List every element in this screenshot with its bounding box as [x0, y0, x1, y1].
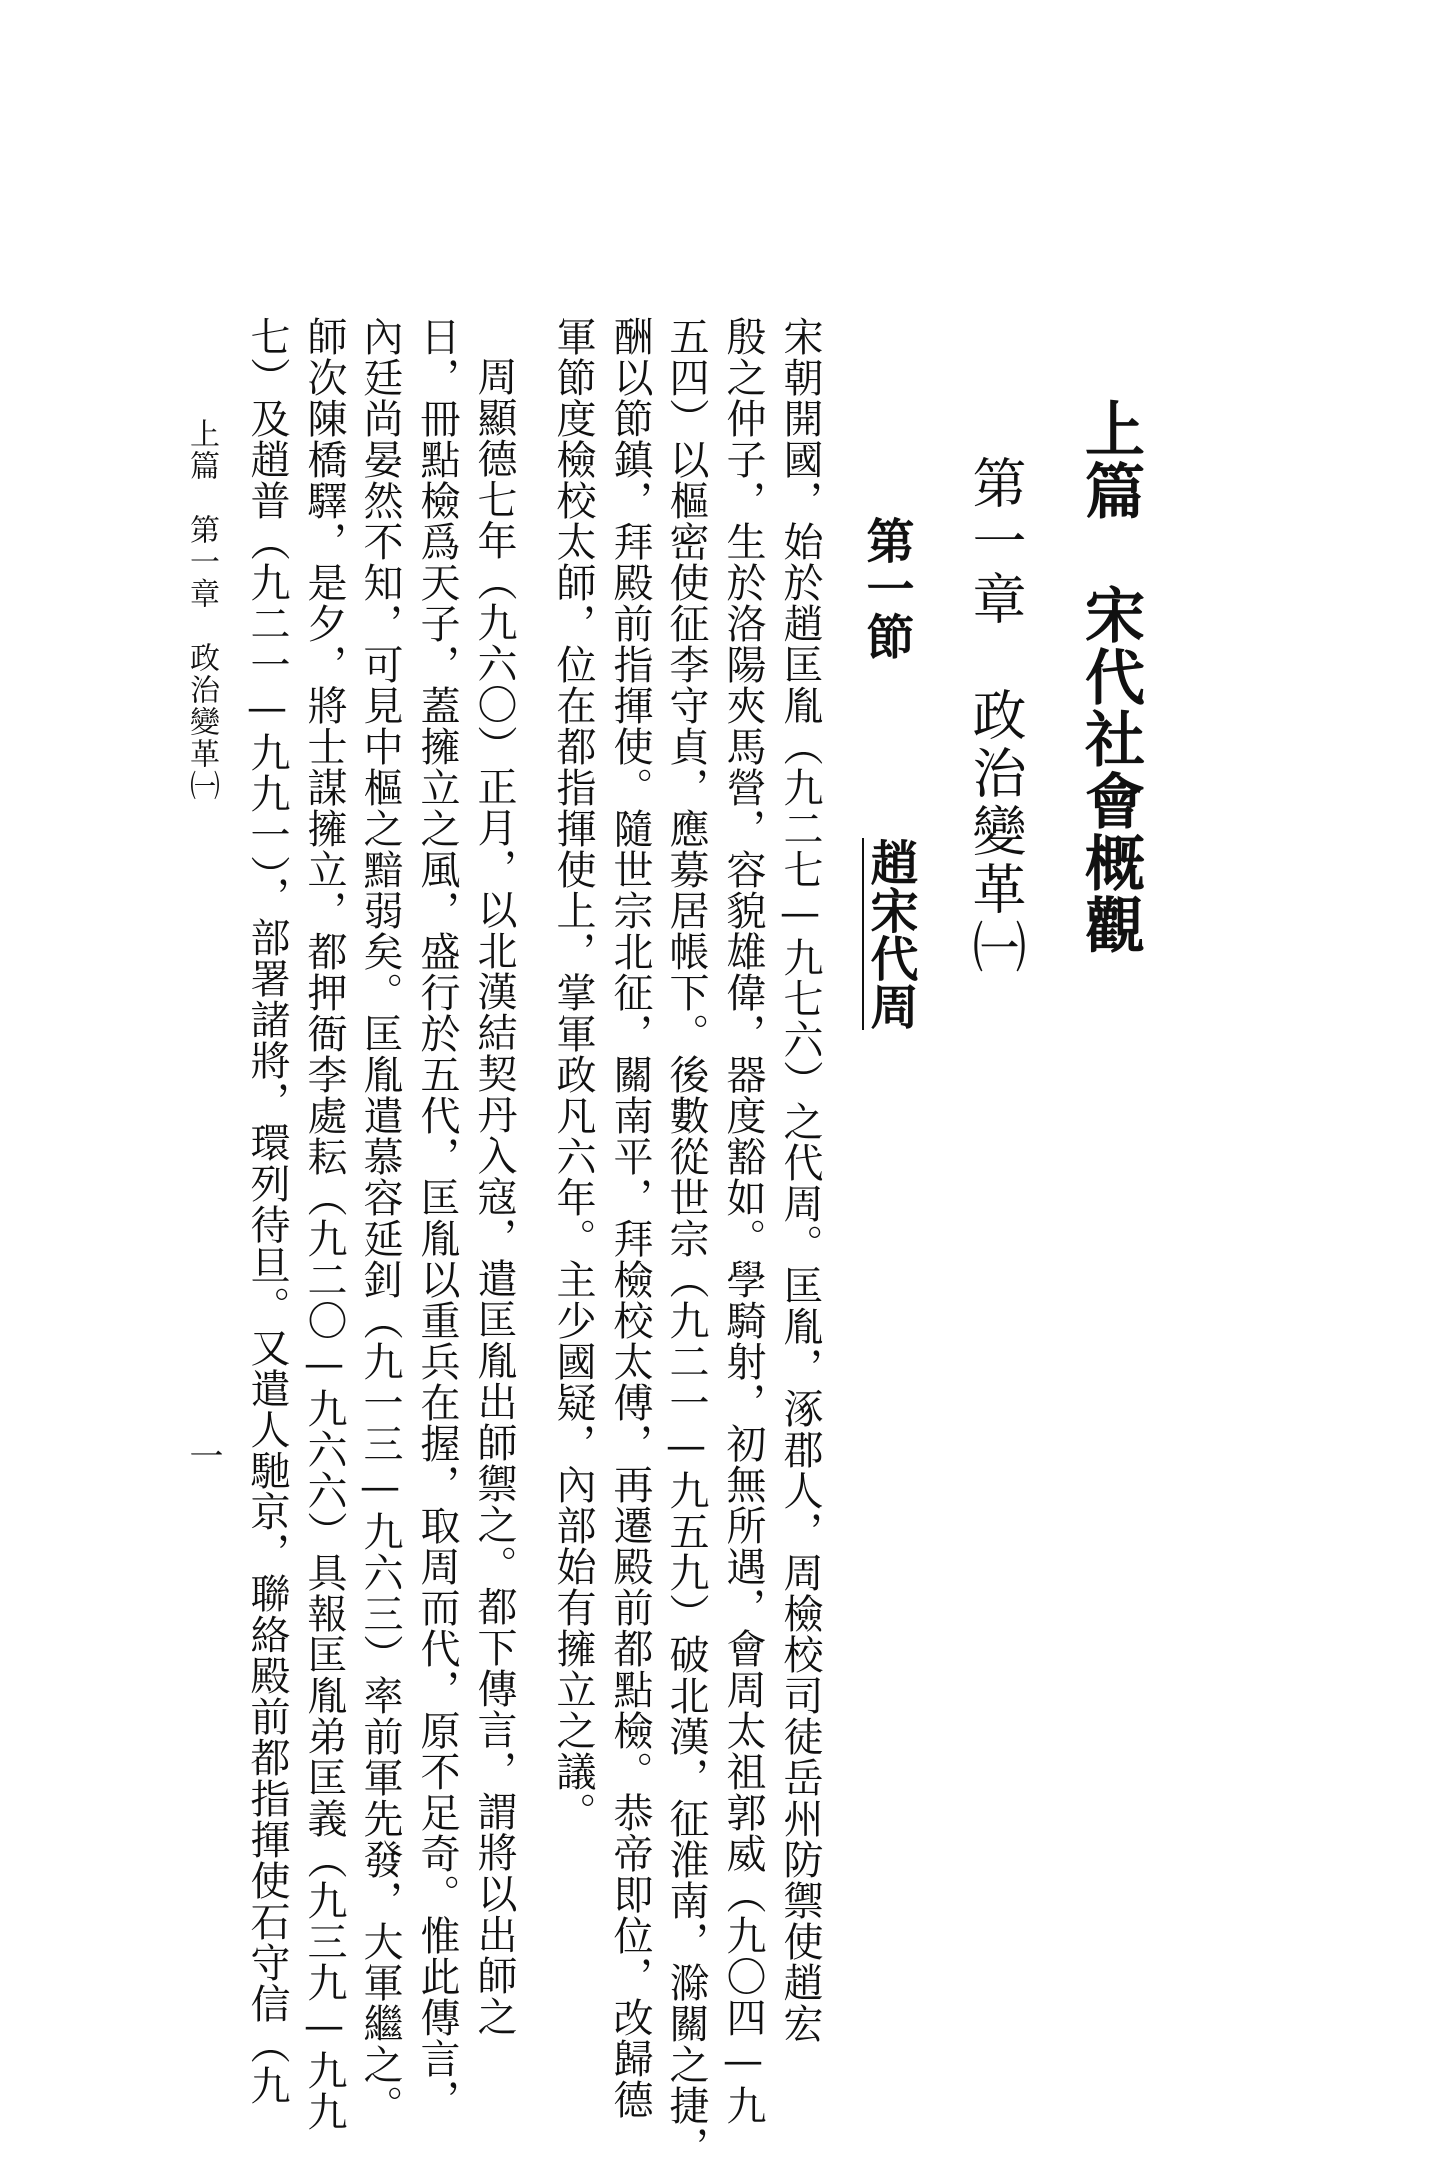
section-subtitle: 趙宋代周 [862, 838, 918, 1030]
body-column-2: 殷之仲子，生於洛陽夾馬營，容貌雄偉，器度豁如。學騎射，初無所遇，會周太祖郭威（九〇四—九 [720, 316, 766, 2126]
body-column-7: 日，冊點檢爲天子，蓋擁立之風，盛行於五代，匡胤以重兵在握，取周而代，原不足奇。惟此傳言， [414, 316, 460, 2120]
body-column-1: 宋朝開國，始於趙匡胤（九二七—九七六）之代周。匡胤，涿郡人，周檢校司徒岳州防禦使趙宏 [777, 316, 823, 2044]
body-column-10: 七）及趙普（九二一—九九一），部署諸將，環列待旦。又遣人馳京，聯絡殿前都指揮使石守信（九 [244, 316, 290, 2106]
body-column-9: 師次陳橋驛，是夕，將士謀擁立，都押衙李處耘（九二〇—九六六）具報匡胤弟匡義（九三九—九九 [301, 316, 347, 2132]
running-head: 上篇 第一章 政治變革㈠ [184, 418, 219, 802]
part-title: 上篇 宋代社會概觀 [1075, 398, 1145, 956]
body-column-5: 軍節度檢校太師，位在都指揮使上，掌軍政凡六年。主少國疑，內部始有擁立之議。 [550, 316, 596, 1833]
body-column-8: 內廷尚晏然不知，可見中樞之黯弱矣。匡胤遣慕容延釗（九一三—九六三）率前軍先發，大軍繼之。 [357, 316, 403, 2126]
body-column-4: 酬以節鎮，拜殿前指揮使。隨世宗北征，關南平，拜檢校太傅，再遷殿前都點檢。恭帝即位，改歸德 [607, 316, 653, 2120]
page-number: 一 [183, 1438, 223, 1472]
body-column-6: 周顯德七年（九六〇）正月，以北漢結契丹入寇，遣匡胤出師禦之。都下傳言，謂將以出師之 [471, 356, 517, 2037]
chapter-title: 第一章 政治變革㈠ [964, 455, 1027, 977]
section-title: 第一節 [858, 516, 914, 660]
body-column-3: 五四）以樞密使征李守貞，應募居帳下。後數從世宗（九二一—九五九）破北漢，征淮南，滁關之捷， [663, 316, 709, 2167]
